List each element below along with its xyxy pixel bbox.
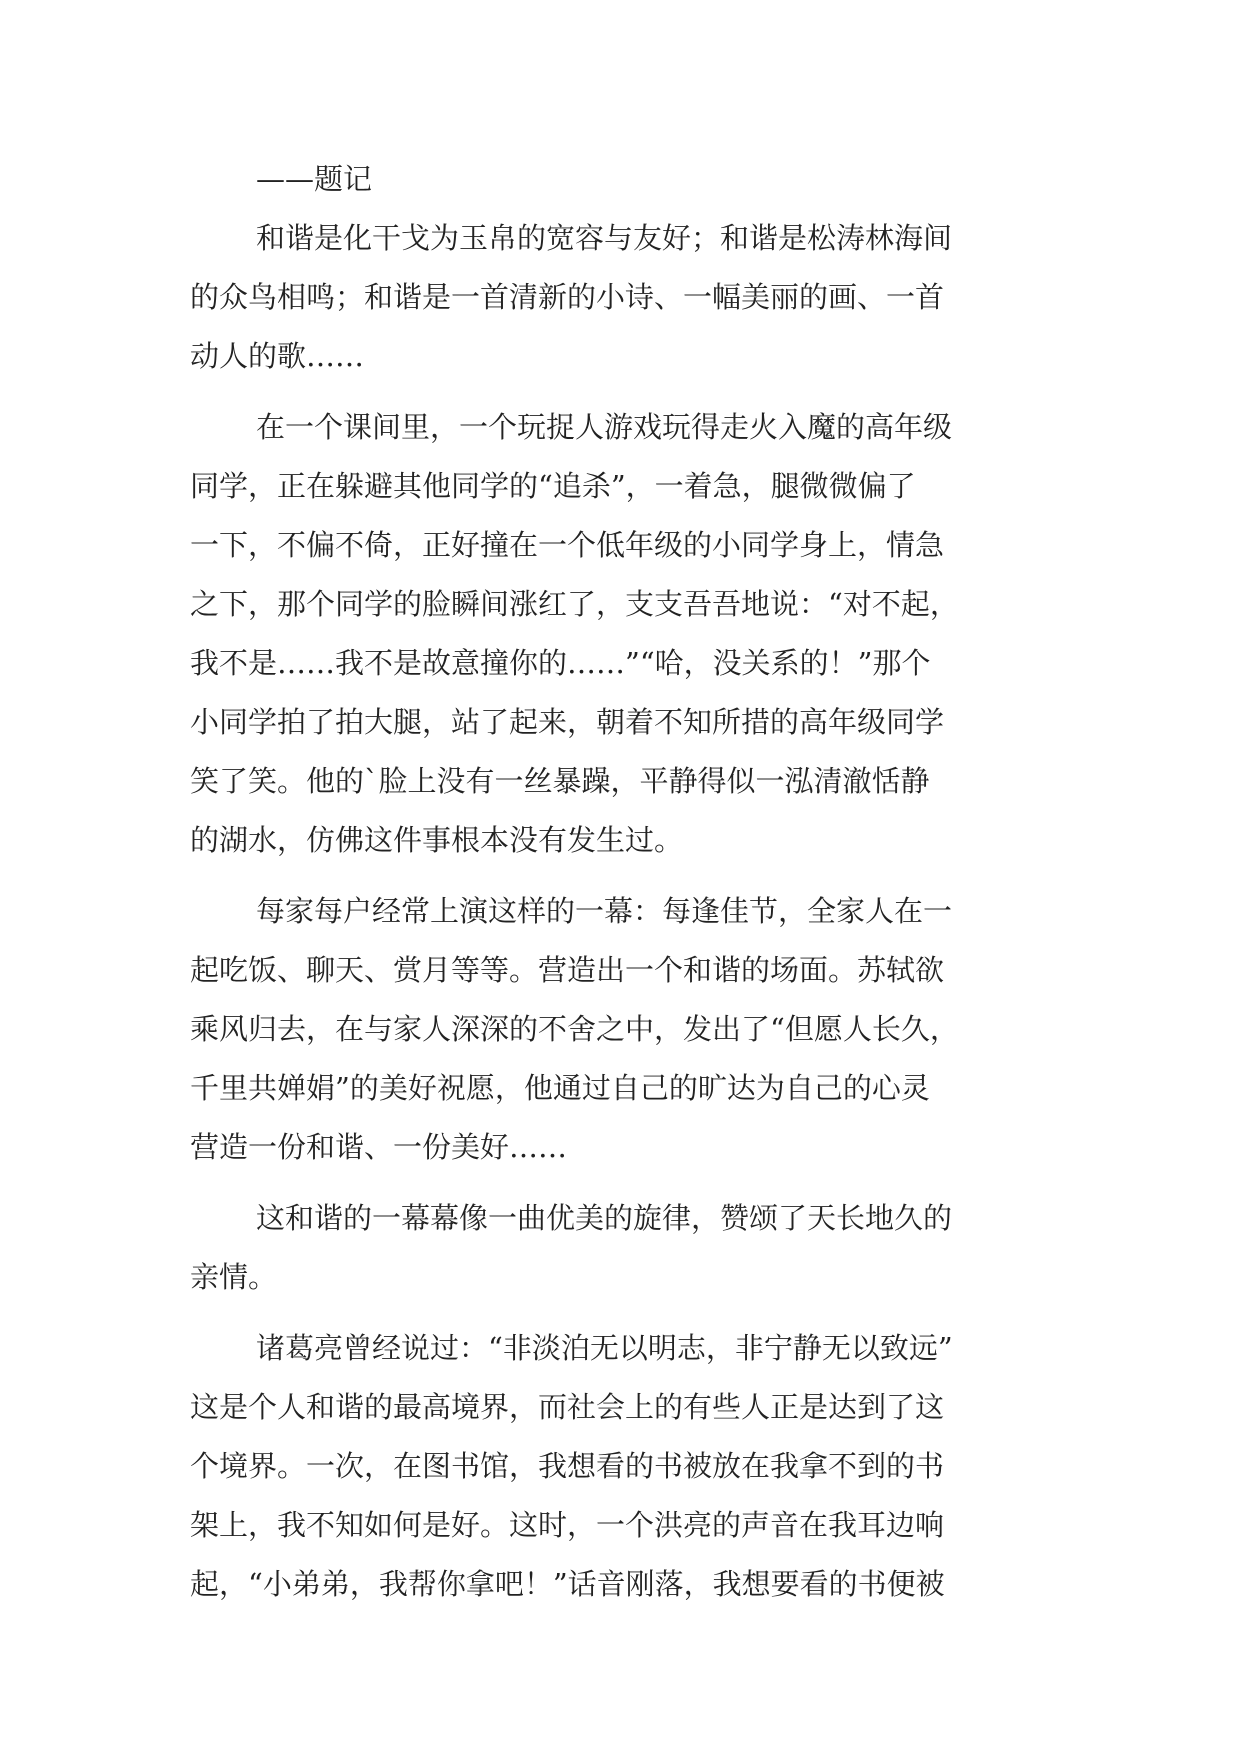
text-line: 起，“小弟弟，我帮你拿吧！”话音刚落，我想要看的书便被 [190,1567,945,1601]
text-line: 诸葛亮曾经说过：“非淡泊无以明志，非宁静无以致远” [256,1331,953,1365]
text-line: 我不是……我不是故意撞你的……”“哈，没关系的！”那个 [190,646,931,680]
text-line: 一下，不偏不倚，正好撞在一个低年级的小同学身上，情急 [190,528,945,562]
document-body [190,150,1050,1614]
text-line: 的湖水，仿佛这件事根本没有发生过。 [190,823,684,857]
text-line: 个境界。一次，在图书馆，我想看的书被放在我拿不到的书 [190,1449,945,1483]
epigraph-attribution: ——题记 [256,162,373,196]
paragraph-harmony-definition [190,209,1050,386]
text-line: 和谐是化干戈为玉帛的宽容与友好；和谐是松涛林海间 [256,221,953,255]
paragraph-library-story [190,1319,1050,1614]
text-line: 起吃饭、聊天、赏月等等。营造出一个和谐的场面。苏轼欲 [190,953,945,987]
text-line: 这和谐的一幕幕像一曲优美的旋律，赞颂了天长地久的 [256,1201,953,1235]
text-line: 动人的歌…… [190,339,365,373]
text-line: 小同学拍了拍大腿，站了起来，朝着不知所措的高年级同学 [190,705,945,739]
text-line: 营造一份和谐、一份美好…… [190,1130,568,1164]
text-line: 的众鸟相鸣；和谐是一首清新的小诗、一幅美丽的画、一首 [190,280,945,314]
text-line: 笑了笑。他的`脸上没有一丝暴躁，平静得似一泓清澈恬静 [190,764,930,798]
paragraph-family-story [190,882,1050,1177]
text-line: 这是个人和谐的最高境界，而社会上的有些人正是达到了这 [190,1390,945,1424]
paragraph-melody [190,1189,1050,1307]
text-line: 同学，正在躲避其他同学的“追杀”，一着急，腿微微偏了 [190,469,916,503]
text-line: 乘风归去，在与家人深深的不舍之中，发出了“但愿人长久， [190,1012,959,1046]
paragraph-school-story [190,398,1050,870]
text-line: 之下，那个同学的脸瞬间涨红了，支支吾吾地说：“对不起， [190,587,959,621]
text-line: 亲情。 [190,1260,278,1294]
text-line: 每家每户经常上演这样的一幕：每逢佳节，全家人在一 [256,894,953,928]
text-line: 在一个课间里，一个玩捉人游戏玩得走火入魔的高年级 [256,410,953,444]
text-line: 千里共婵娟”的美好祝愿，他通过自己的旷达为自己的心灵 [190,1071,930,1105]
text-line: 架上，我不知如何是好。这时，一个洪亮的声音在我耳边响 [190,1508,945,1542]
